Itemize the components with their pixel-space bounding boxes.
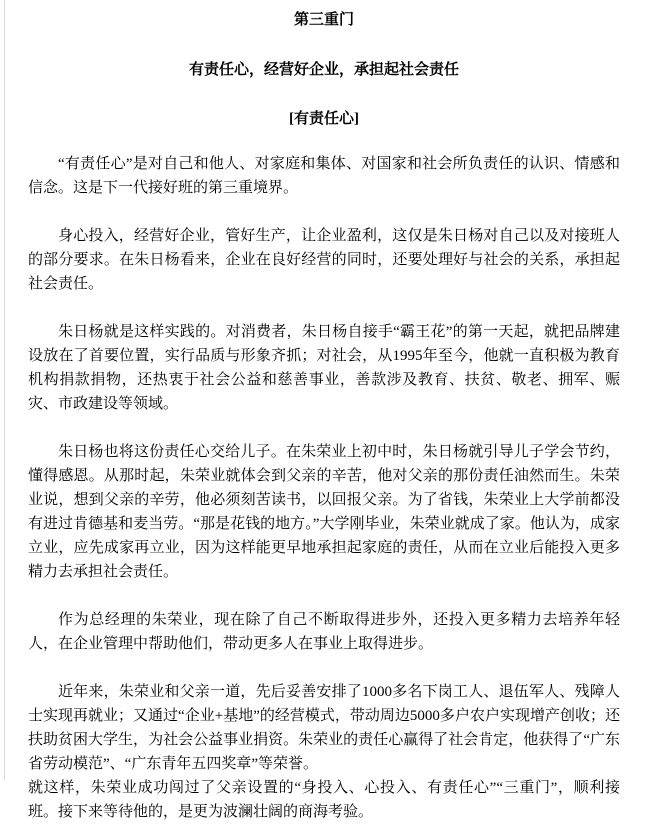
paragraph-practice: 朱日杨就是这样实践的。对消费者，朱日杨自接手“霸王花”的第一天起，就把品牌建设放在了首要位置，实行品质与形象齐抓；对社会，从1995年至今，他就一直积极为教育机构捐款捐物，还热衷于社会公益和慈善事业，善款涉及教育、扶贫、敬老、拥军、赈灾、市政建设等领域。 bbox=[28, 324, 620, 412]
paragraph-responsibility-definition: “有责任心”是对自己和他人、对家庭和集体、对国家和社会所负责任的认识、情感和信念。这是下一代接好班的第三重境界。 bbox=[28, 156, 620, 196]
paragraph-conclusion: 就这样，朱荣业成功闯过了父亲设置的“身投入、心投入、有责任心”“三重门”，顺利接班。接下来等待他的，是更为波澜壮阔的商海考验。 bbox=[28, 780, 620, 820]
paragraph-recent-years: 近年来，朱荣业和父亲一道，先后妥善安排了1000多名下岗工人、退伍军人、残障人士实现再就业；又通过“企业+基地”的经营模式，带动周边5000多户农户实现增产创收；还扶助贫困大学生，为社会公益事业捐资。朱荣业的责任心赢得了社会肯定，他获得了“广东省劳动模范”、“广东青年五四奖章”等荣誉。 bbox=[28, 684, 620, 772]
doc-subtitle: 有责任心，经营好企业，承担起社会责任 bbox=[188, 62, 459, 78]
paragraph-requirements: 身心投入，经营好企业，管好生产，让企业盈利，这仅是朱日杨对自己以及对接班人的部分要求。在朱日杨看来，企业在良好经营的同时，还要处理好与社会的关系，承担起社会责任。 bbox=[28, 228, 620, 292]
section-heading: [有责任心] bbox=[289, 111, 359, 127]
paragraph-general-manager: 作为总经理的朱荣业，现在除了自己不断取得进步外，还投入更多精力去培养年轻人，在企业管理中帮助他们，带动更多人在事业上取得进步。 bbox=[28, 612, 620, 652]
doc-title: 第三重门 bbox=[293, 12, 354, 28]
paragraph-passing-to-son: 朱日杨也将这份责任心交给儿子。在朱荣业上初中时，朱日杨就引导儿子学会节约，懂得感恩。从那时起，朱荣业就体会到父亲的辛苦，他对父亲的那份责任油然而生。朱荣业说，想到父亲的辛劳，他必须刻苦读书，以回报父亲。为了省钱，朱荣业上大学前都没有进过肯德基和麦当劳。“那是花钱的地方。”大学刚毕业，朱荣业就成了家。他认为，成家立业，应先成家再立业，因为这样能更早地承担起家庭的责任，从而在立业后能投入更多精力去承担社会责任。 bbox=[28, 444, 620, 580]
